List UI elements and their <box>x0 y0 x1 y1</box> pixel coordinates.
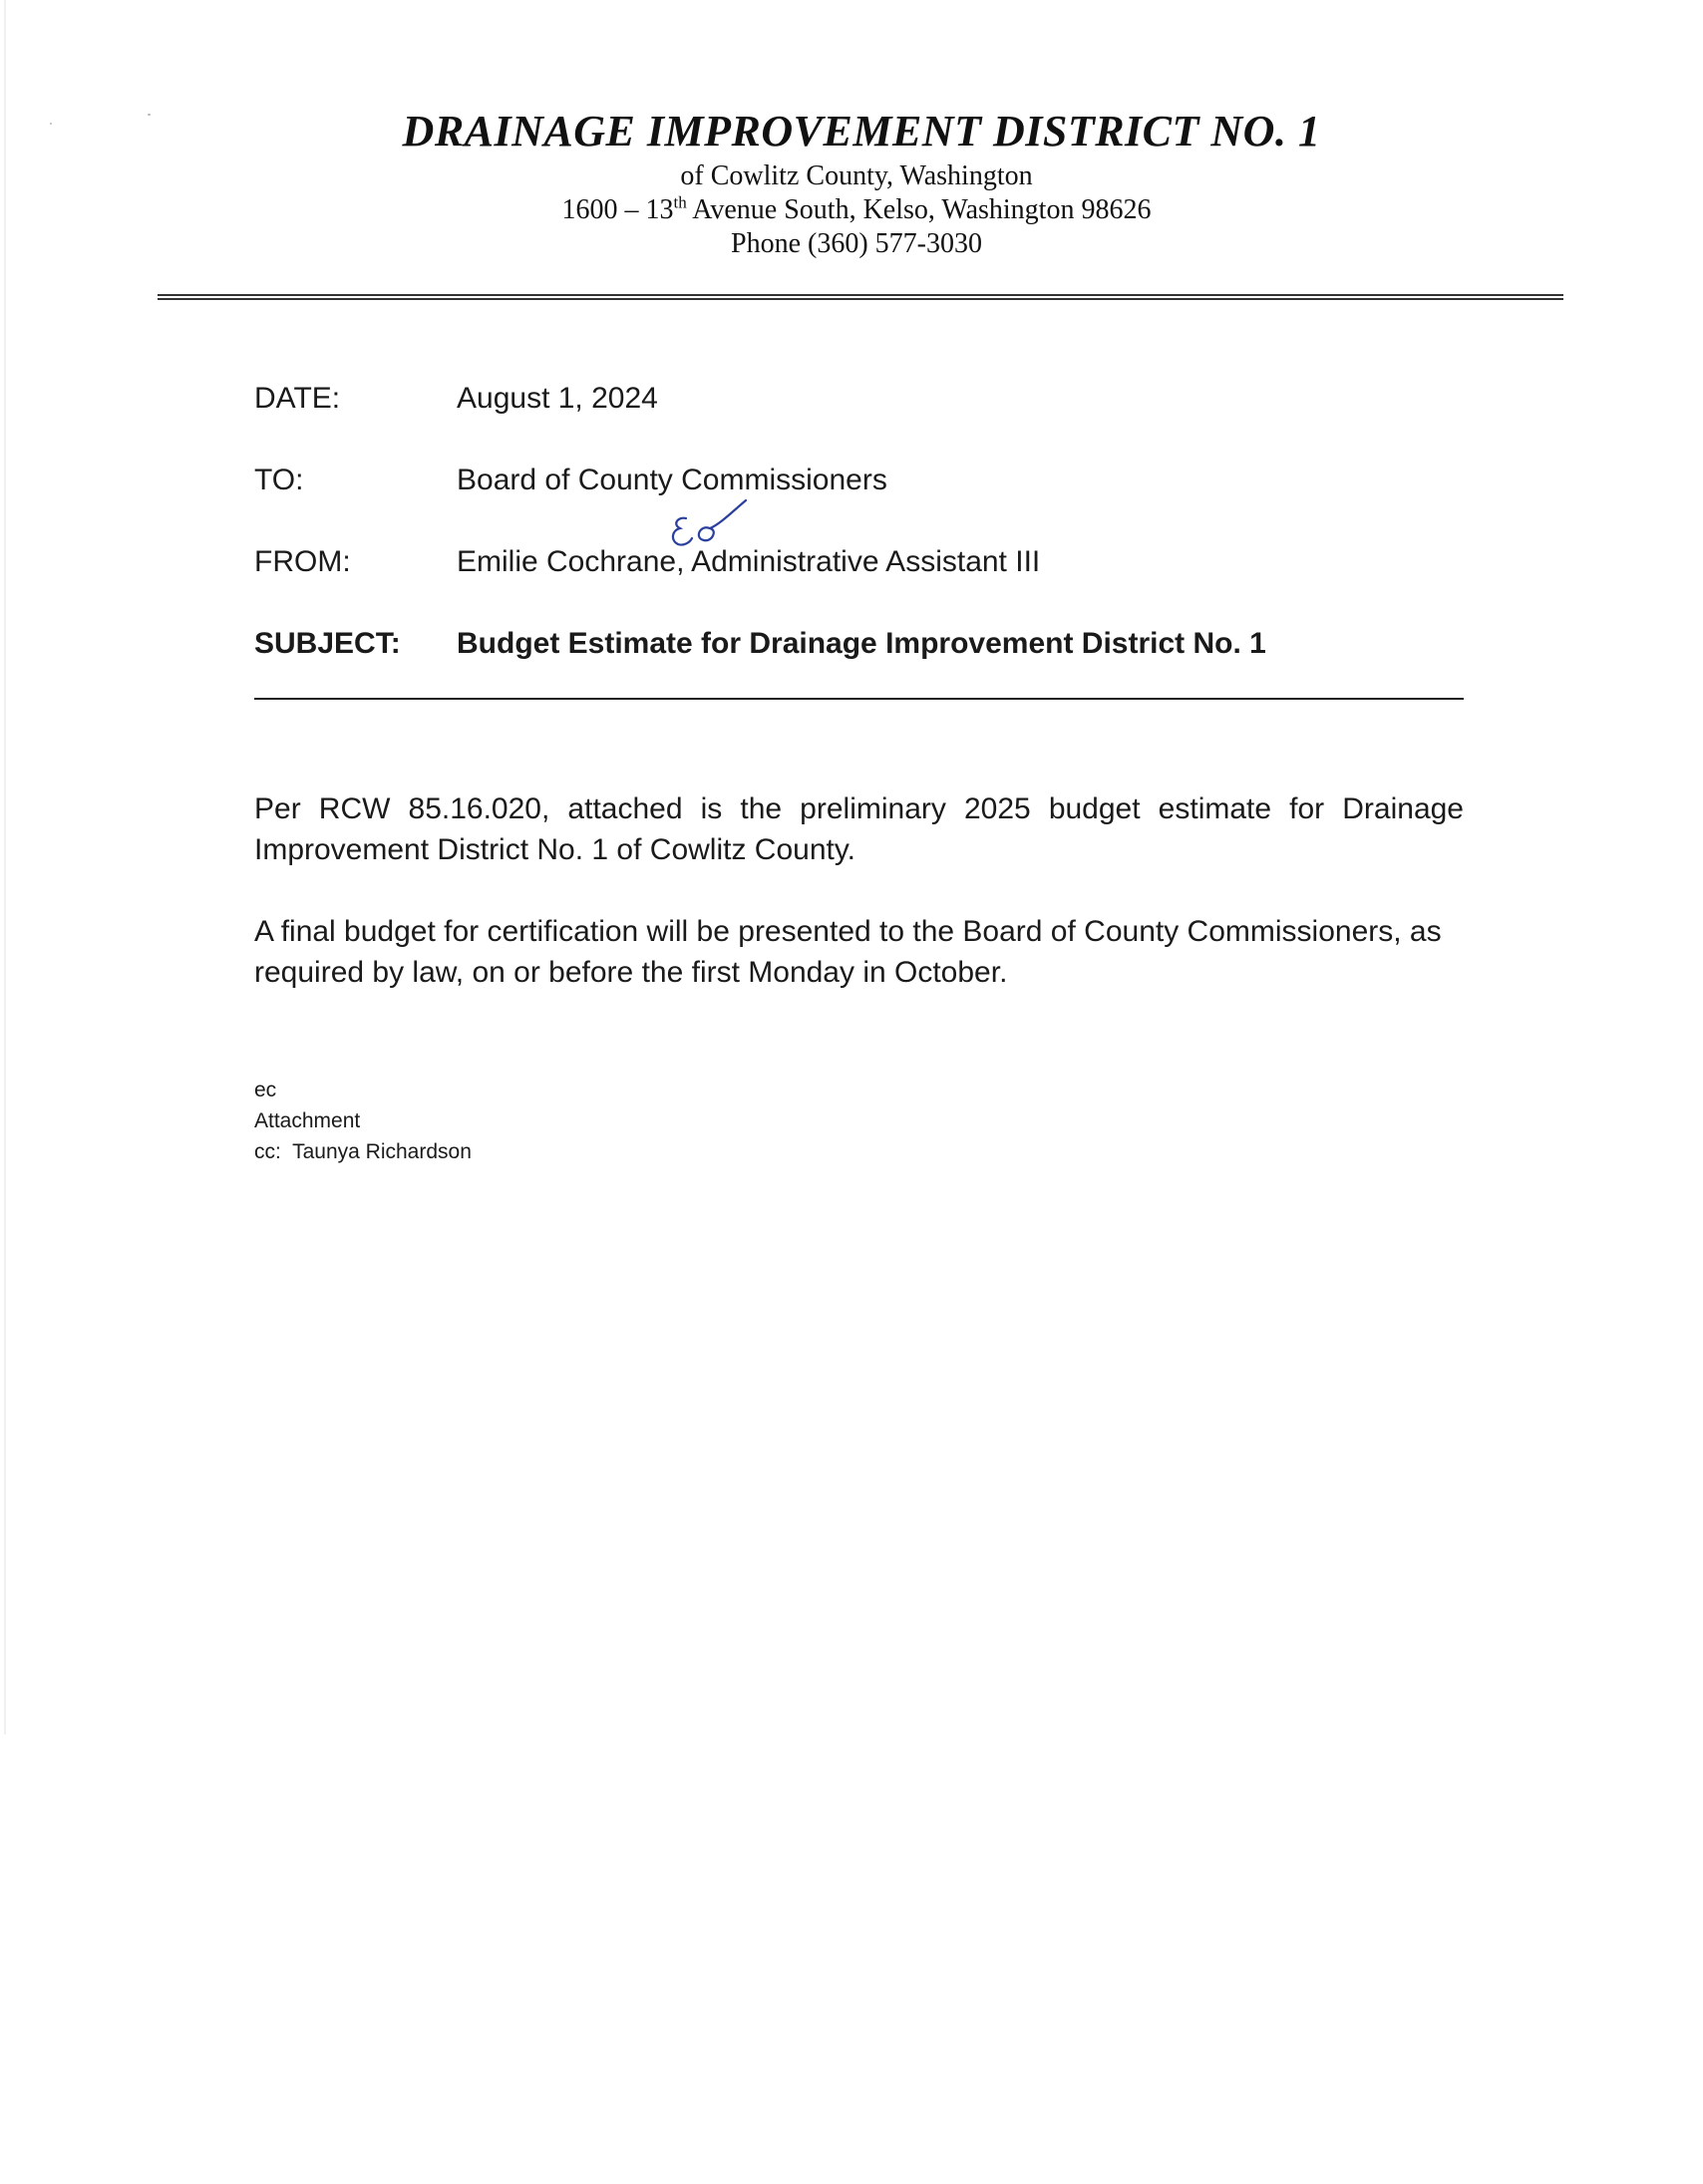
date-value: August 1, 2024 <box>457 382 658 415</box>
phone-line: Phone (360) 577-3030 <box>731 228 982 259</box>
letterhead <box>0 104 1703 261</box>
body-paragraph-2: A final budget for certification will be presented to the Board of County Commissioners, as required by law, on or before the first Monday in October. <box>254 915 1442 989</box>
address-line <box>0 193 1703 227</box>
address-suffix: Avenue South, Kelso, Washington 98626 <box>686 194 1152 225</box>
body-paragraph-1: Per RCW 85.16.020, attached is the preliminary 2025 budget estimate for Drainage Improvement District No. 1 of Cowlitz County. <box>254 792 1464 866</box>
letterhead-divider <box>158 294 1563 300</box>
to-value: Board of County Commissioners <box>457 464 887 496</box>
county-line: of Cowlitz County, Washington <box>680 160 1033 191</box>
address-prefix: 1600 – 13 <box>561 194 674 225</box>
subject-value: Budget Estimate for Drainage Improvement District No. 1 <box>457 627 1266 660</box>
typist-initials: ec <box>254 1079 277 1101</box>
from-label: FROM: <box>254 545 351 578</box>
header-divider <box>254 698 1464 700</box>
date-label: DATE: <box>254 382 341 415</box>
subject-label: SUBJECT: <box>254 627 401 660</box>
district-title: DRAINAGE IMPROVEMENT DISTRICT NO. 1 <box>402 107 1321 156</box>
enclosure-note: Attachment <box>254 1109 361 1132</box>
address-ordinal: th <box>673 192 687 212</box>
initials-signature <box>664 498 754 568</box>
to-label: TO: <box>254 464 304 496</box>
from-value: Emilie Cochrane, Administrative Assistant III <box>457 545 1041 578</box>
cc-line: cc: Taunya Richardson <box>254 1140 472 1163</box>
